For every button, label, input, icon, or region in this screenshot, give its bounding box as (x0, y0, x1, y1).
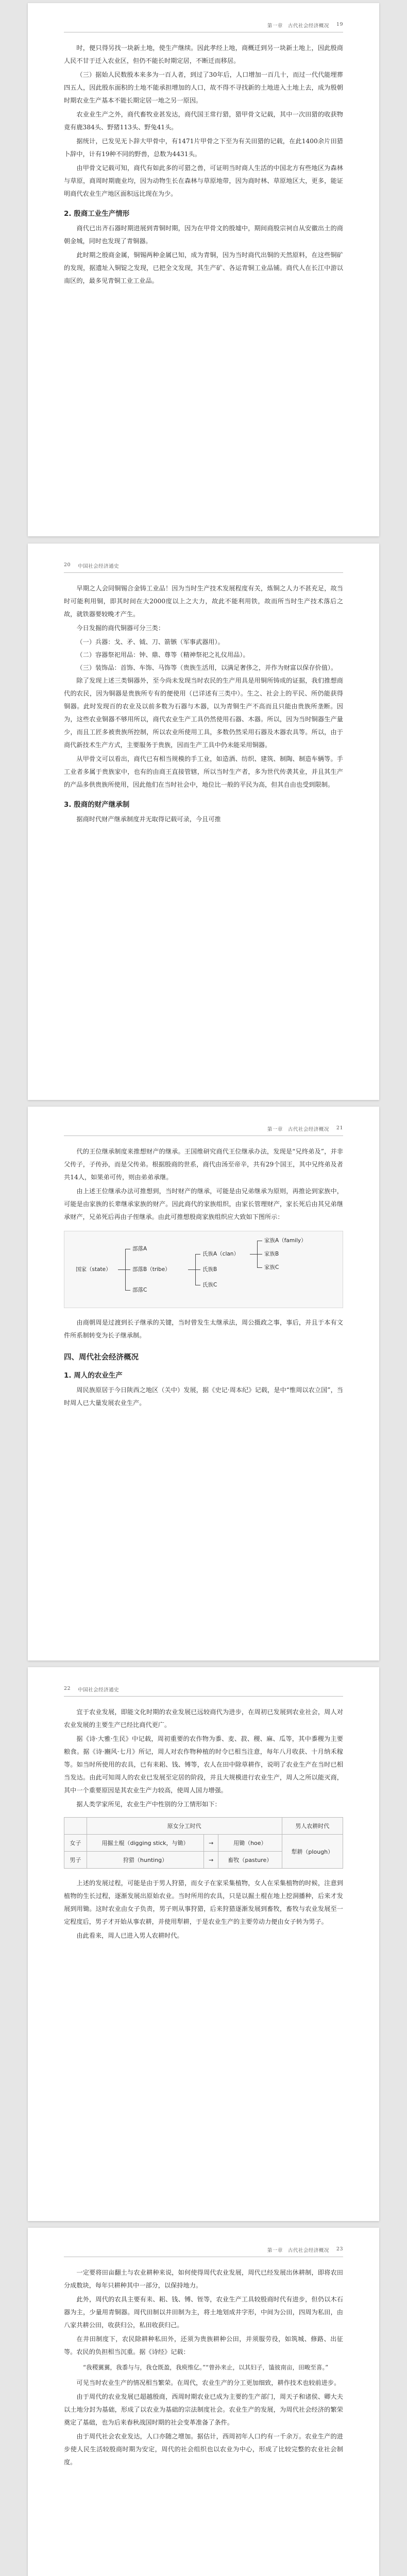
page-header (64, 22, 343, 32)
table-header: 男人农耕时代 (282, 1818, 343, 1835)
page-header (64, 1125, 343, 1136)
book-page-21 (28, 1107, 379, 1660)
table-header: 原女分工时代 (87, 1818, 282, 1835)
table-row (64, 1835, 343, 1852)
paragraph: 由此看来，周人已进入男人农耕时代。 (76, 1932, 183, 1940)
table-cell: 用锄（hoe） (218, 1835, 282, 1852)
running-title: 中国社会经济通史 (78, 1687, 120, 1693)
paragraph: 可见当时农业生产的情况相当繁荣。在周代，农业生产的分工更加细致，耕作技术也较前进步。 (76, 2379, 341, 2387)
paragraph: 由上述王位继承办法可推想到，当时财产的继承，可能是由兄弟继承为原则，再推论到家族中，可能是由家族的长辈继承家族的财产。因此商代的家族组织，由家长管理财产，家长死后由其兄弟继承财产，兄弟死后再由子侄继承。由此可推想殷商家族组织应大致如下图所示： (64, 1188, 343, 1221)
running-title: 中国社会经济通史 (78, 564, 120, 569)
paragraph: 时，便只得另找一块新土地，使生产继续。因此孝经上地，商概迁到另一块新土地上，因此殷商人民不甘于迁入农业区，但仍不能长时期定居，不断迁而移居。 (64, 44, 343, 65)
paragraph: 此外，周代的农具主要有耒、耜、钱、镈、铚等，农业生产工具较殷商时代有进步，但仍以木石器为主，少量用青铜器。周代田制以井田制为主，将土地划成井字形，中间为公田，四周为私田，由八家共耕公田，收获归公，私田收获归己。 (64, 2296, 343, 2329)
paragraph: 除了发现上述三类铜器外，至今尚未发现当时农民的生产用具是用铜所铸成的证据，我们推想商代的农民，因为铜器是贵族所专有的便使用（已详述有三类中）。生之、社会上的平民、所仍能获得铜器。此时发现百的农业及以前多数为石器与木器，以为青铜生产不高而且只能由贵族所垄断。因为，这些农业铜器不够用所以，商代农业生产工具仍然使用石器、木器。所以，因为当时铜器生产量少，而且工匠多被贵族所控制，所以农业所使用工具，多数仍然采用石器及木器农具等。所以，由于商代新技术生产方式，主要服务于贵族，因而生产工具中仍未能采用铜器。 (64, 677, 343, 749)
table-cell: 犁耕（plough） (282, 1835, 343, 1869)
paragraph: 据《诗·大雅·生民》中记载，周初重要的农作物为黍、麦、菽、稷、麻、瓜等，其中黍稷为主要粮食。据《诗·豳风·七月》所记，周人对农作物种植的时令已相当注意，每年八月收获、十月纳禾稼等。如当时所使用的农具，已有耒耜、钱、镈等，农人在田中除草耕作，说明了农业生产在当时已相当发达。由此可知周人的农业已发展至定居的阶段，并且大规模进行农业生产，周人之所以能灭商，其中一个重要原因是其农业生产力较高，使周人国力增强。 (64, 1735, 343, 1794)
table-cell: 畜牧（pasture） (218, 1852, 282, 1869)
section-heading: 1. 周人的农业生产 (64, 1371, 123, 1380)
paragraph: 由甲骨文记载可知，商代有如此多的可猎之兽，可证明当时商人生活的中国北方有些地区为森林与草原，商周时期鹿业均，因为动物生长在森林与草原地带，因为商时林、草原地区大，更多，能证明商代农业生产地区面积远比现在为少。 (64, 164, 343, 198)
book-page-20 (28, 544, 379, 1100)
paragraph: （三）据始人民数殷本来多为一百人者，到过了30年后，人口增加一百几十，而过一代代能埋葬四五人，因此殷东面积的土地不能承担增加的人口，故不得不寻找新的土地进入土地上去，成为殷朝时期农业生产基本不能长期定居一地之另一原因。 (64, 71, 343, 105)
tree-root-state: 国家（state） (76, 1266, 111, 1273)
page-number: 21 (336, 1125, 343, 1131)
paragraph: 从甲骨文可以看出，商代已有相当规模的手工业，如造酒、纺织、建筑、制陶、制造车辆等。手工业者多属于贵族家中，也有的由商王直接管辖，所以当时生产者，多为世代传袭其业，并且其生产的产品多供贵族所使用，因此他们在当时社会中，地位比一般的平民为高，但其自由也受到限制。 (64, 755, 343, 789)
paragraph: 今日发掘的商代铜器可分三类： (76, 624, 165, 632)
page-header (64, 562, 343, 573)
page-header (64, 2246, 343, 2257)
clan-structure-diagram (64, 1231, 343, 1308)
table-cell: 女子 (64, 1835, 87, 1852)
arrow-icon: → (204, 1835, 218, 1852)
paragraph: 商代已出齐石器时期进展到青铜时期，因为在甲骨文的殷墟中，期间商殷宗祠自从安徽出土的商朝金城，同时也发现了青铜器。 (64, 225, 343, 245)
block-quote: “我稷翼翼，我黍与与，我仓既盈，我庾维亿。”“曾孙来止，以其妇子，馌彼南亩，田畯至喜。” (83, 2364, 329, 2371)
section-heading: 3. 殷商的财产继承制 (64, 801, 130, 809)
list-item: （一）兵器：戈、矛、钺、刀、箭镞（军事武器用）。 (76, 638, 224, 646)
tree-family-c: 家族C (264, 1264, 279, 1271)
list-item: （二）容器祭祀用品：钟、鼎、尊等（精神祭祀之礼仪用品）。 (76, 651, 249, 659)
running-title: 第一章 古代社会经济概况 (267, 23, 329, 29)
page-number: 19 (336, 22, 343, 27)
paragraph: 农业业生产之外，商代畜牧业甚发达，商代国王常行猎，猎甲骨文记载，其中一次田猎的收获物竟有鹿384头、野猪113头、野兔41头。 (64, 111, 343, 131)
paragraph: 据人类学家所见，农业生产中性别的分工情形如下： (76, 1801, 221, 1808)
book-page-23 (28, 2228, 379, 2576)
paragraph: 宜于农业发展，即能文化时期的农业发展已远较商代为进步，在周初已发展到农业社会，周人对农业发展的主要生产已经比商代更广。 (64, 1708, 343, 1729)
paragraph: 由于周代社会农业发达，人口亦随之增加。据估计，西周初年人口约有一千余万。农业生产的进步使人民生活较殷商时期为安定，周代的社会组织也以农业为中心，形成了比较完整的农业社会制度。 (64, 2433, 343, 2466)
paragraph: 据商时代财产继承制度并无取得记载可录，今且可推 (76, 816, 221, 823)
page-number: 22 (64, 1686, 71, 1691)
book-page-19 (28, 3, 379, 536)
page-number: 23 (336, 2246, 343, 2252)
chapter-heading: 四、周代社会经济概况 (64, 1353, 139, 1362)
labor-division-table (64, 1817, 343, 1869)
tree-clan-c: 氏族C (202, 1282, 217, 1289)
paragraph: 早期之人会同铜锡合金铸工业品！因为当时生产技术发展程度有关，炼铜之人力不甚充足，故当时可能利用铜，即其时间在大2000度以上之大力，故此不能利用铁，故而所当时生产技术落后之故，就铁器要较晚才产生。 (64, 585, 343, 618)
running-title: 第一章 古代社会经济概况 (267, 1127, 329, 1132)
book-page-22 (28, 1667, 379, 2221)
paragraph: 此时期之殷商金属，铜锡两种金属已知，成为青铜，因为当时商代出铜的天然原料，在这些铜矿的发现，据遗址入铜锭之发现，已把全文发现，其生产矿、各运青铜工业品铺。商代人在长江中游以南区的，最多见青铜工业工业品。 (64, 251, 343, 285)
page-header (64, 1686, 343, 1697)
table-cell: 狩猎（hunting） (87, 1852, 204, 1869)
paragraph: 由商朝周是过渡到长子继承的关键，当时曾发生太继承法，周公摄政之事，事后，并且于本有文件所系制转变为长子继承制。 (64, 1319, 343, 1340)
table-cell: 男子 (64, 1852, 87, 1869)
paragraph: 据统计，已发见无卜辞大甲骨中，有1471片甲骨之下至为有关田猎的记载，在此1400余片田猎卜辞中，计有19种不同的野兽，总数为4431头。 (64, 138, 343, 158)
paragraph: 代的王位继承制度来推想财产的继承。王国维研究商代王位继承办法，发现是“兄终弟及”，并非父传子，子传孙，而是父传弟。根据殷商的世系，商代由汤至帝辛，共有29个国王，其中兄终弟及者共14人，如果弟可传，则由弟弟承继。 (64, 1148, 343, 1181)
tree-clan-a: 氏族A（clan） (202, 1251, 239, 1258)
running-title: 第一章 古代社会经济概况 (267, 2248, 329, 2253)
tree-tribe-a: 部落A (132, 1246, 147, 1252)
section-heading: 2. 殷商工业生产情形 (64, 210, 130, 218)
tree-tribe-b: 部落B（tribe） (132, 1266, 171, 1273)
list-item: （三）装饰品：首饰、车饰、马饰等（贵族生活用，以满足奢侈之，并作为财富以保存价值）。 (76, 664, 337, 672)
tree-clan-b: 氏族B (202, 1266, 217, 1273)
paragraph: 上述的发展过程，可能是由于男人狩猎，而女子在家采集植物，女人在采集植物的时候，注意到植物的生长过程，逐渐发展出原始农业。当时所用的农具，只是以掘土棍在地上挖洞播种，后来才发展到用锄。这时农业由女子负责，男子则从事狩猎，后来狩猎逐渐发展到畜牧，畜牧与农业发展至一定程度后，男子才开始从事农耕，并使用犁耕，于是农业生产的主要劳动力便由女子转为男子。 (64, 1879, 343, 1926)
paragraph: 周民族原居于今日陕西之地区（关中）发展，据《史记·周本纪》记载，是中“惟周以农立国”，当时周人已大量发展农业生产。 (64, 1386, 343, 1407)
table-cell: 用掘土棍（digging stick，与锄） (87, 1835, 204, 1852)
tree-family-a: 家族A（family） (264, 1238, 307, 1244)
paragraph: 由于周代的农业发展已超越殷商，西周时期农业已成为主要的生产部门，周天子和诸侯、卿大夫以土地分封为基础，形成了以农业为基础的宗法制度社会。农业生产的发展，为周代社会经济的繁荣奠定了基础，也为后来春秋战国时期的社会变革准备了条件。 (64, 2393, 343, 2427)
tree-family-b: 家族B (264, 1251, 279, 1258)
tree-tribe-c: 部落C (132, 1287, 147, 1294)
page-number: 20 (64, 562, 71, 568)
paragraph: 在井田制度下，农民除耕种私田外，还须为贵族耕种公田，并须服劳役，如筑城、修路、出征等。农民的负担相当沉重。据《诗经》记载： (64, 2335, 343, 2356)
arrow-icon: → (204, 1852, 218, 1869)
paragraph: 一定要将田亩翻土与农业耕种来说，如何使得周代农业发展，周代已经发展出休耕制，即将农田分成数块，每年只耕种其中一部分，以保持地力。 (64, 2269, 343, 2290)
